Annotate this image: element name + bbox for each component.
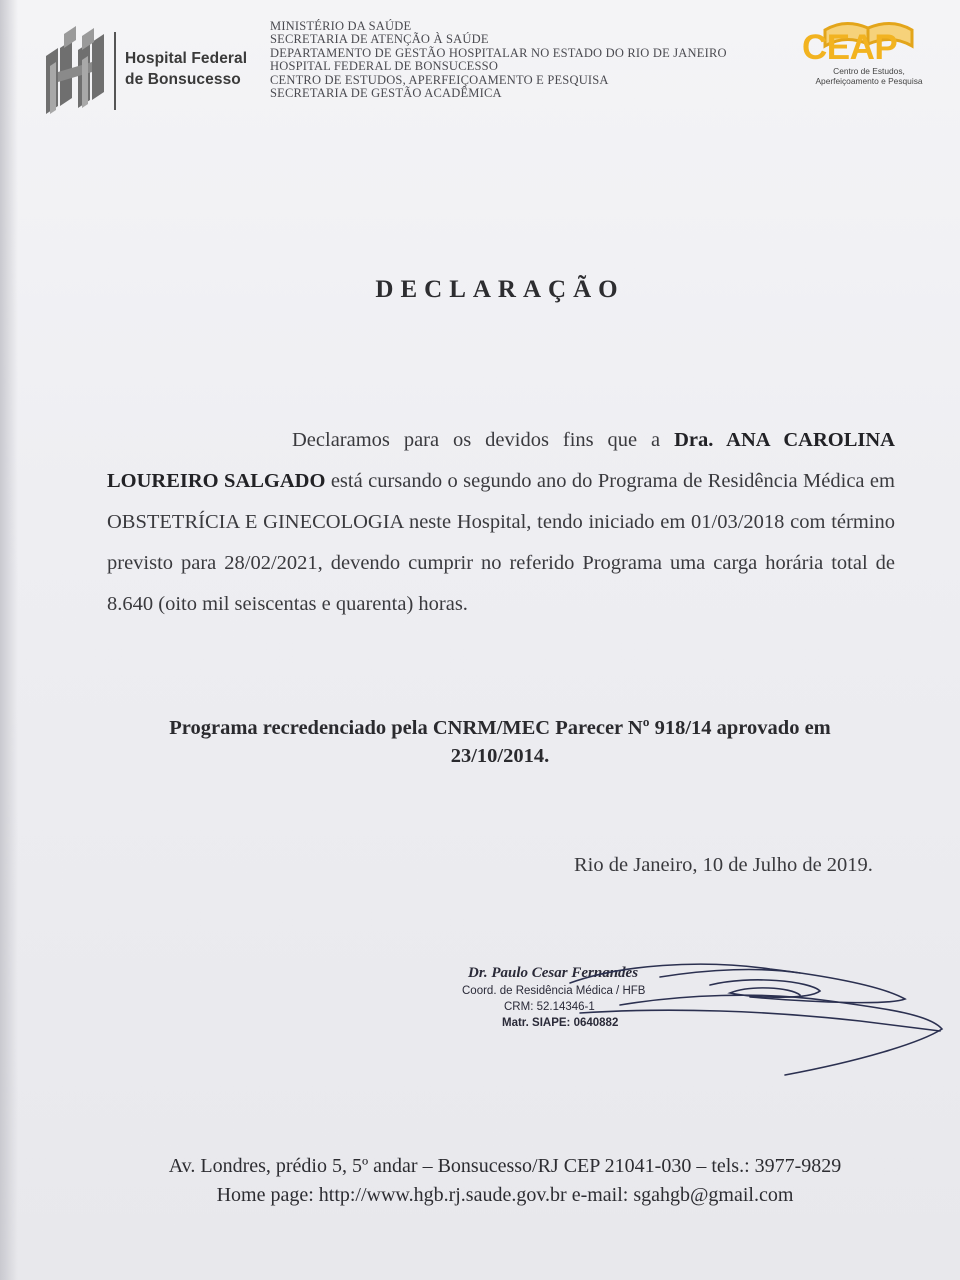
institution-header — [270, 20, 727, 100]
accreditation-line2: 23/10/2014. — [450, 745, 550, 767]
footer-web-email: Home page: http://www.hgb.rj.saude.gov.br e-mail: sgahgb@gmail.com — [216, 1184, 794, 1206]
accreditation-note — [100, 714, 900, 770]
declaration-body — [107, 420, 895, 625]
header-divider — [114, 32, 116, 110]
ceap-subtitle-line1: Centro de Estudos, — [833, 66, 905, 76]
hospital-name-line1: Hospital Federal — [125, 50, 248, 67]
handwritten-signature — [560, 955, 960, 1085]
header-line: DEPARTAMENTO DE GESTÃO HOSPITALAR NO ESTADO DO RIO DE JANEIRO — [270, 45, 727, 60]
header-line: SECRETARIA DE ATENÇÃO À SAÚDE — [270, 32, 489, 47]
stamp-matr: Matr. SIAPE: 0640882 — [502, 1017, 619, 1029]
page-edge-shadow — [0, 0, 18, 1280]
footer-contact — [100, 1152, 910, 1210]
hfb-logo-icon — [42, 26, 106, 122]
stamp-crm: CRM: 52.14346-1 — [504, 1001, 595, 1013]
header-line: HOSPITAL FEDERAL DE BONSUCESSO — [270, 59, 499, 74]
body-rest: está cursando o segundo ano do Programa de Residência Médica em OBSTETRÍCIA E GINECOLOGIA neste Hospital, tendo iniciado em 01/03/2018 com término previsto para 28/02/2021, devendo cumprir no referido Programa uma carga horária total de 8.640 (oito mil seiscentas e quarenta) horas. — [107, 470, 895, 615]
hospital-name — [125, 48, 247, 90]
body-intro: Declaramos para os devidos fins que a — [292, 429, 675, 451]
stamp-role: Coord. de Residência Médica / HFB — [462, 985, 646, 997]
header-line: CENTRO DE ESTUDOS, APERFEIÇOAMENTO E PESQUISA — [270, 72, 609, 87]
person-name: Dra. ANA CAROLINA LOUREIRO SALGADO — [107, 429, 895, 492]
place-date: Rio de Janeiro, 10 de Julho de 2019. — [574, 854, 873, 876]
hospital-name-line2: de Bonsucesso — [125, 71, 241, 88]
header-line: SECRETARIA DE GESTÃO ACADÊMICA — [270, 86, 502, 101]
ceap-logo-text: CEAP — [802, 28, 898, 67]
ceap-subtitle — [806, 67, 932, 86]
document-title: DECLARAÇÃO — [375, 276, 625, 303]
ceap-subtitle-line2: Aperfeiçoamento e Pesquisa — [815, 75, 923, 86]
stamp-name: Dr. Paulo Cesar Fernandes — [468, 965, 639, 981]
header-line: MINISTÉRIO DA SAÚDE — [270, 19, 412, 33]
footer-address: Av. Londres, prédio 5, 5º andar – Bonsucesso/RJ CEP 21041-030 – tels.: 3977-9829 — [168, 1155, 842, 1177]
accreditation-line1: Programa recredenciado pela CNRM/MEC Parecer Nº 918/14 aprovado em — [169, 717, 831, 739]
